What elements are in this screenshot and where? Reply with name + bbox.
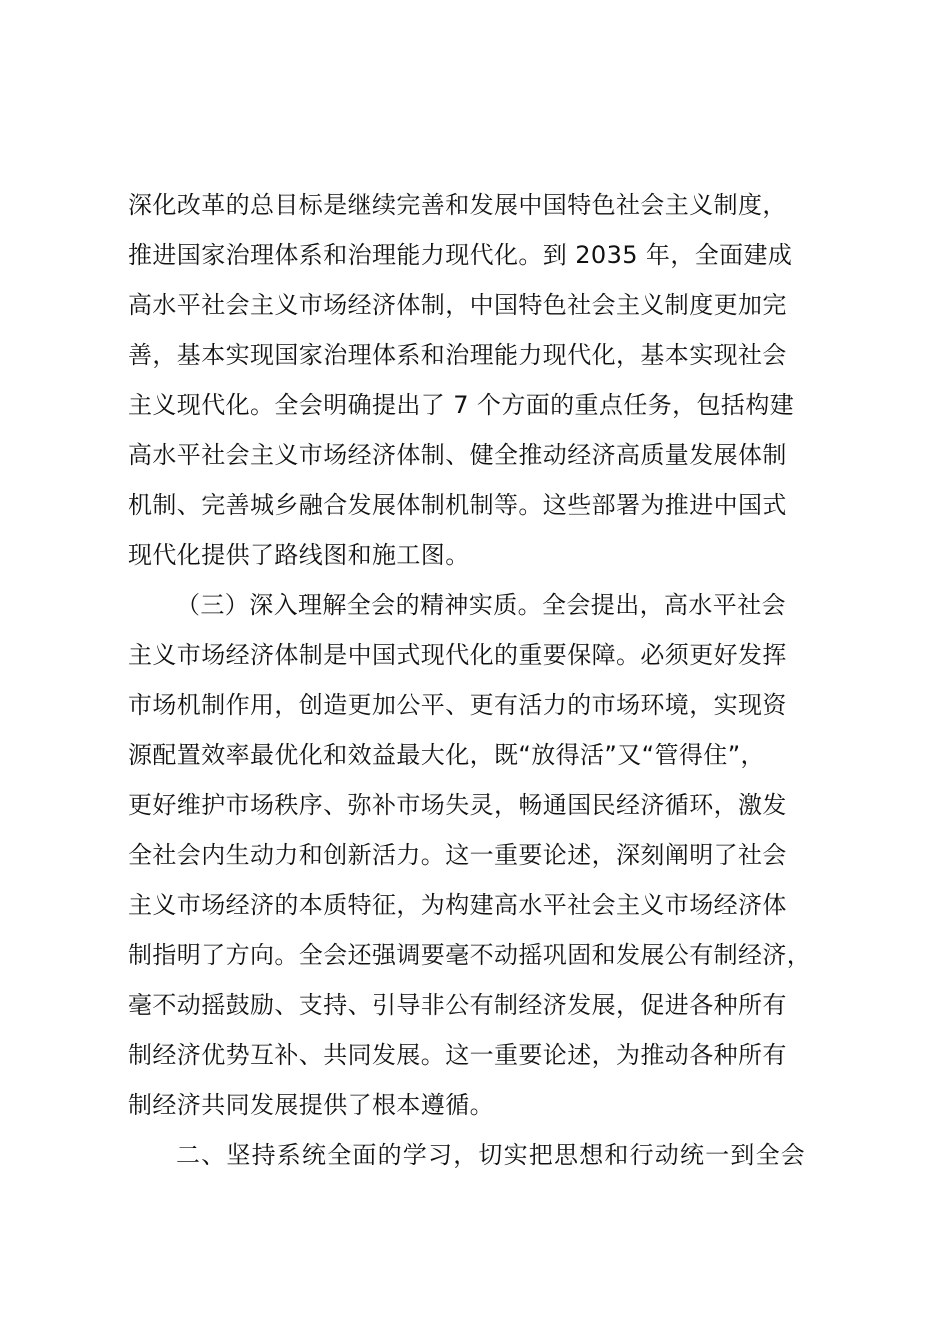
text-line: 深化改革的总目标是继续完善和发展中国特色社会主义制度， [128,191,787,219]
text-line: 市场机制作用，创造更加公平、更有活力的市场环境，实现资 [128,691,787,719]
section-heading: 二、坚持系统全面的学习，切实把思想和行动统一到全会 [176,1141,806,1169]
text-line: 制经济共同发展提供了根本遵循。 [128,1091,494,1119]
text-line: 制指明了方向。全会还强调要毫不动摇巩固和发展公有制经济， [128,941,812,969]
text-line: 善，基本实现国家治理体系和治理能力现代化，基本实现社会 [128,341,787,369]
text-line: 源配置效率最优化和效益最大化，既“放得活”又“管得住”， [128,741,765,769]
text-line: 高水平社会主义市场经济体制、健全推动经济高质量发展体制 [128,441,787,469]
text-line: 机制、完善城乡融合发展体制机制等。这些部署为推进中国式 [128,491,787,519]
text-line: 主义现代化。全会明确提出了 7 个方面的重点任务，包括构建 [128,391,795,419]
text-line: 全社会内生动力和创新活力。这一重要论述，深刻阐明了社会 [128,841,787,869]
text-line: 现代化提供了路线图和施工图。 [128,541,470,569]
text-line: 制经济优势互补、共同发展。这一重要论述，为推动各种所有 [128,1041,787,1069]
text-line: 主义市场经济的本质特征，为构建高水平社会主义市场经济体 [128,891,787,919]
text-line: 推进国家治理体系和治理能力现代化。到 2035 年，全面建成 [128,241,793,269]
text-line: 毫不动摇鼓励、支持、引导非公有制经济发展，促进各种所有 [128,991,787,1019]
body-text [128,180,848,1180]
text-line: 主义市场经济体制是中国式现代化的重要保障。必须更好发挥 [128,641,787,669]
text-line: 高水平社会主义市场经济体制，中国特色社会主义制度更加完 [128,291,787,319]
text-line: 更好维护市场秩序、弥补市场失灵，畅通国民经济循环，激发 [128,791,787,819]
paragraph-start-line: （三）深入理解全会的精神实质。全会提出，高水平社会 [176,591,786,619]
